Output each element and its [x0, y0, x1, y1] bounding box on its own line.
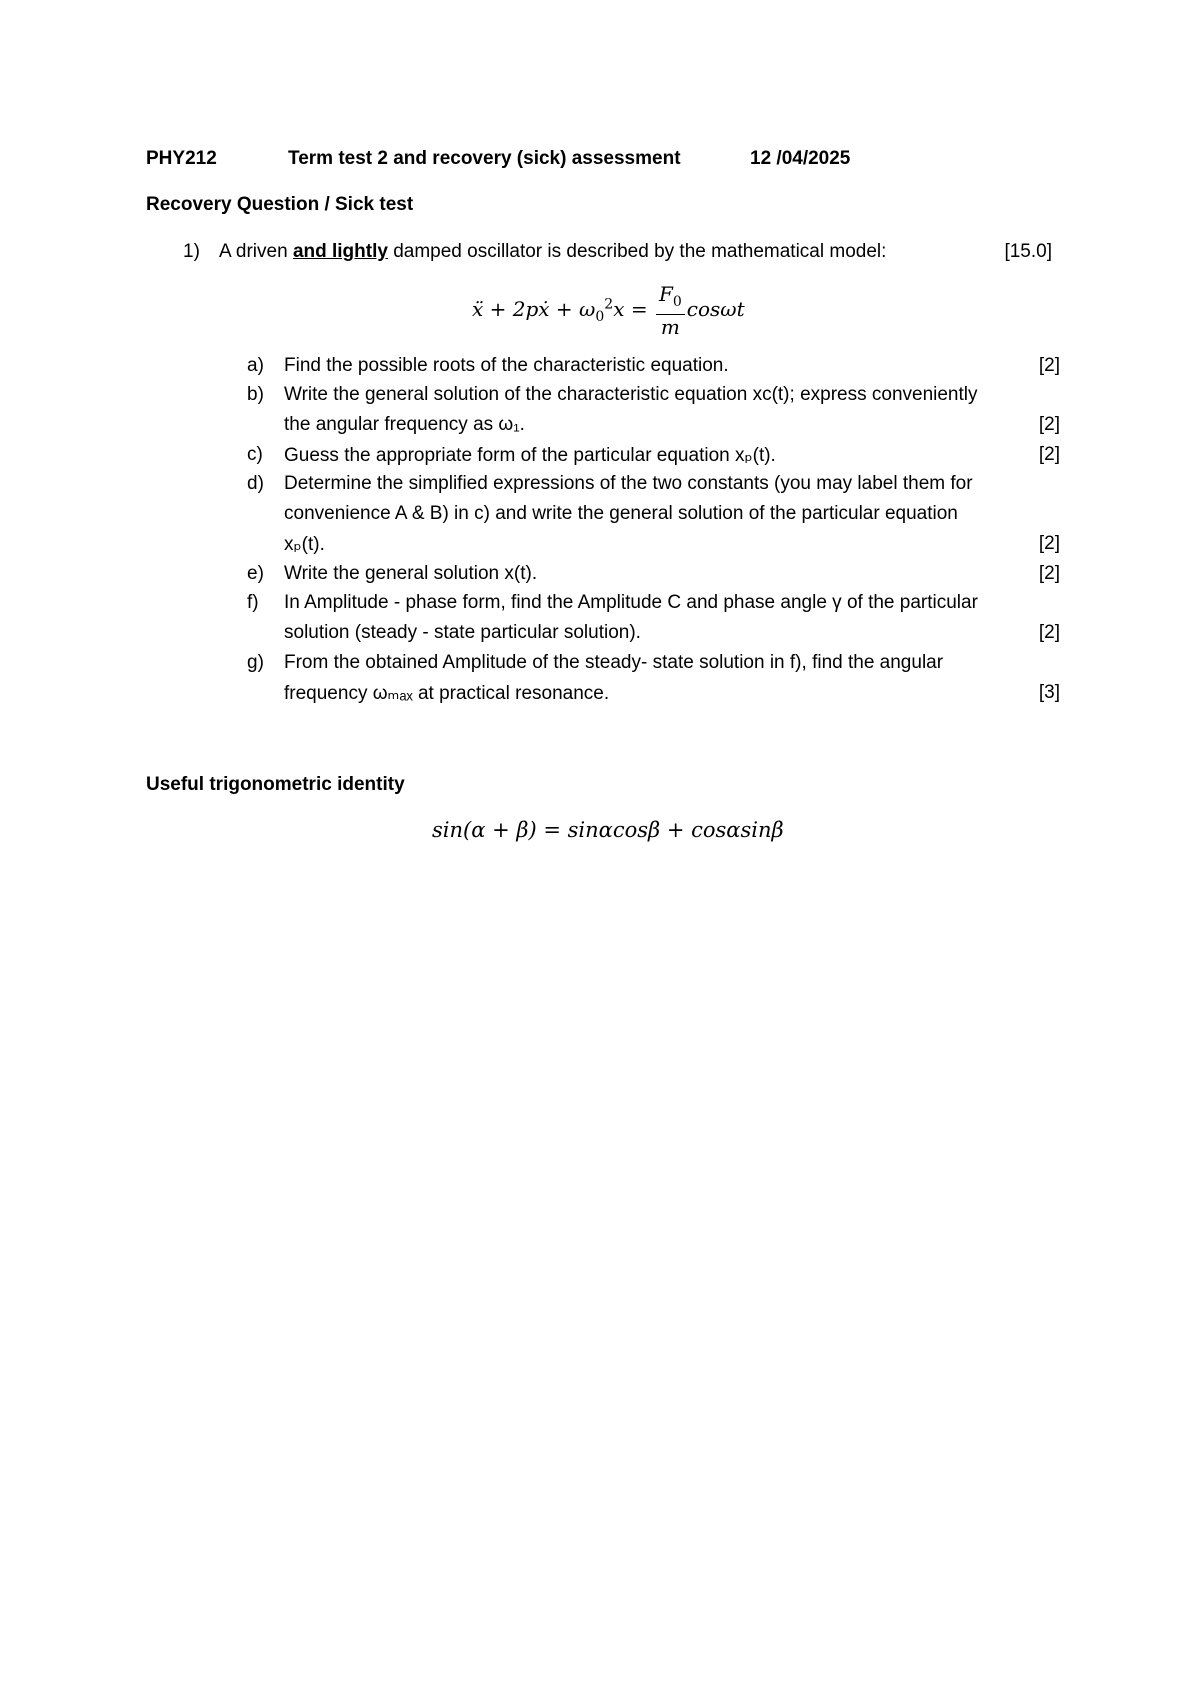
section-title: Recovery Question / Sick test: [146, 194, 414, 215]
part-a-label: a): [247, 355, 264, 376]
eq-lhs-end: x =: [613, 297, 648, 321]
part-b-line-1: Write the general solution of the characteristic equation xᴄ(t); express conveniently: [284, 384, 978, 405]
part-f-label: f): [247, 592, 259, 613]
part-f-line-2: solution (steady - state particular solution).: [284, 622, 641, 643]
part-b-label: b): [247, 384, 264, 405]
question-text-before: A driven: [219, 241, 293, 262]
eq-fraction: [656, 282, 685, 339]
eq-frac-den: m: [660, 315, 680, 339]
part-c-label: c): [247, 444, 263, 465]
test-title: Term test 2 and recovery (sick) assessment: [288, 148, 681, 169]
part-d-line-2: convenience A & B) in c) and write the general solution of the particular equation: [284, 503, 958, 524]
question-marks: [15.0]: [1004, 241, 1052, 262]
part-c-line-1: Guess the appropriate form of the particular equation xₚ(t).: [284, 445, 776, 466]
eq-rhs: cosωt: [686, 297, 745, 321]
part-e-marks: [2]: [1038, 563, 1060, 584]
part-d-marks: [2]: [1038, 533, 1060, 554]
part-e-label: e): [247, 563, 264, 584]
eq-frac-num-sub: 0: [672, 294, 682, 310]
part-a-line-1: Find the possible roots of the characteristic equation.: [284, 355, 729, 376]
question-text: [219, 241, 886, 263]
part-d-line-1: Determine the simplified expressions of the two constants (you may label them for: [284, 473, 973, 494]
part-d-line-3: xₚ(t).: [284, 534, 325, 555]
identity-title: Useful trigonometric identity: [146, 774, 405, 795]
part-g-line-2: frequency ωₘₐₓ at practical resonance.: [284, 683, 610, 704]
course-code: PHY212: [146, 148, 217, 169]
part-a-marks: [2]: [1038, 355, 1060, 376]
eq-frac-num: F: [658, 282, 673, 306]
part-e-line-1: Write the general solution x(t).: [284, 563, 538, 584]
part-b-marks: [2]: [1038, 414, 1060, 435]
part-c-marks: [2]: [1038, 444, 1060, 465]
part-g-label: g): [247, 652, 264, 673]
identity-formula: sin(α + β) = sinαcosβ + cosαsinβ: [432, 818, 784, 842]
eq-lhs-sub: 0: [595, 309, 605, 325]
part-g-marks: [3]: [1038, 682, 1060, 703]
part-f-line-1: In Amplitude - phase form, find the Amplitude C and phase angle γ of the particular: [284, 592, 978, 613]
eq-lhs: ẍ + 2pẋ + ω: [472, 297, 596, 321]
part-g-line-1: From the obtained Amplitude of the steady- state solution in f), find the angular: [284, 652, 944, 673]
part-f-marks: [2]: [1038, 622, 1060, 643]
question-number: 1): [183, 241, 200, 262]
part-b-line-2: the angular frequency as ω₁.: [284, 414, 525, 435]
part-d-label: d): [247, 473, 264, 494]
oscillator-equation: [472, 282, 745, 339]
eq-lhs-sup: 2: [604, 296, 614, 313]
question-text-emph: and lightly: [292, 241, 388, 262]
test-date: 12 /04/2025: [750, 148, 851, 169]
question-text-after: damped oscillator is described by the mathematical model:: [387, 241, 887, 262]
